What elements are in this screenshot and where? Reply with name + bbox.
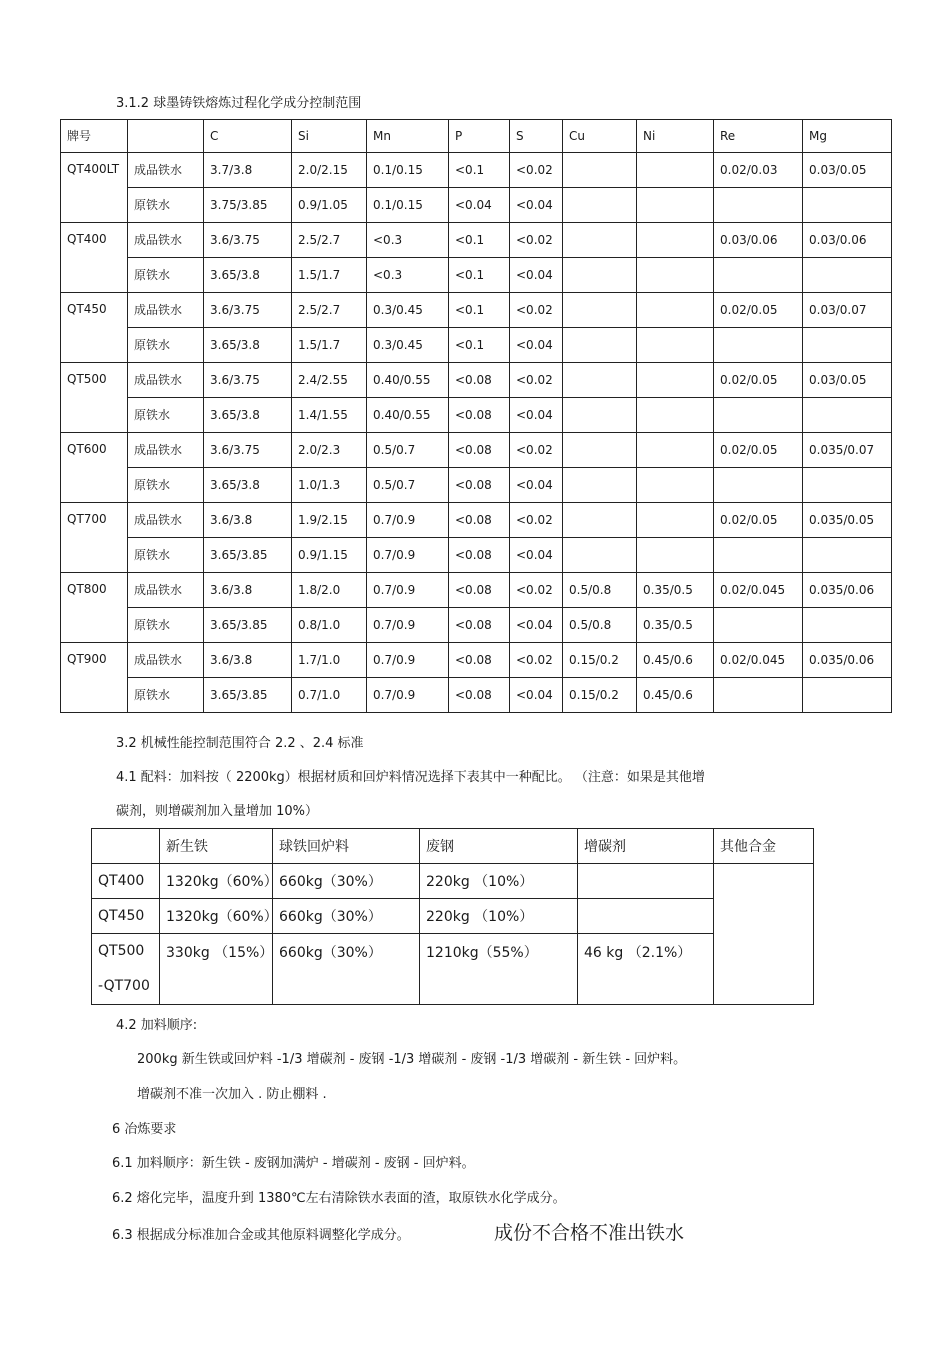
chem-header-cell: C bbox=[204, 120, 292, 153]
section-4-2-line2: 增碳剂不准一次加入 . 防止棚料 . bbox=[137, 1087, 327, 1102]
mix-header-cell: 废钢 bbox=[420, 829, 578, 864]
mix-grade-cell bbox=[92, 934, 160, 1005]
chem-cell: 3.65/3.85 bbox=[204, 678, 292, 713]
chem-cell: 1.8/2.0 bbox=[292, 573, 367, 608]
chem-cell: 成品铁水 bbox=[128, 293, 204, 328]
chem-row bbox=[61, 398, 892, 433]
chem-cell bbox=[637, 538, 714, 573]
chem-header-cell: P bbox=[449, 120, 510, 153]
chem-cell: 3.6/3.8 bbox=[204, 573, 292, 608]
chem-cell: 3.65/3.85 bbox=[204, 538, 292, 573]
chem-cell: 0.03/0.06 bbox=[714, 223, 803, 258]
chem-cell: 0.03/0.06 bbox=[803, 223, 892, 258]
chem-cell bbox=[637, 468, 714, 503]
chem-cell: <0.02 bbox=[510, 433, 563, 468]
mix-row bbox=[92, 864, 814, 899]
chem-cell: 0.02/0.05 bbox=[714, 503, 803, 538]
mix-header-cell: 增碳剂 bbox=[578, 829, 714, 864]
chem-cell: 成品铁水 bbox=[128, 573, 204, 608]
chem-cell bbox=[714, 538, 803, 573]
chem-cell bbox=[563, 188, 637, 223]
chem-cell: 原铁水 bbox=[128, 328, 204, 363]
chem-cell: <0.02 bbox=[510, 573, 563, 608]
chem-cell: <0.3 bbox=[367, 223, 449, 258]
chem-cell: 0.035/0.05 bbox=[803, 503, 892, 538]
chem-cell: 原铁水 bbox=[128, 678, 204, 713]
mix-cell: 660kg（30%） bbox=[273, 934, 420, 1005]
chem-cell: 0.03/0.05 bbox=[803, 153, 892, 188]
chem-cell: <0.1 bbox=[449, 293, 510, 328]
chem-cell: 0.9/1.05 bbox=[292, 188, 367, 223]
mix-row bbox=[92, 934, 814, 1005]
chem-header-row bbox=[61, 120, 892, 153]
chem-cell: 原铁水 bbox=[128, 538, 204, 573]
chem-header-cell: Ni bbox=[637, 120, 714, 153]
mix-cell: 46 kg （2.1%） bbox=[578, 934, 714, 1005]
chem-cell: 原铁水 bbox=[128, 188, 204, 223]
chem-cell bbox=[563, 328, 637, 363]
chem-cell: <0.1 bbox=[449, 328, 510, 363]
mix-cell: QT450 bbox=[92, 899, 160, 934]
chem-cell: 0.02/0.05 bbox=[714, 363, 803, 398]
chem-header-cell: Mg bbox=[803, 120, 892, 153]
chem-cell bbox=[803, 608, 892, 643]
chem-header-cell: Mn bbox=[367, 120, 449, 153]
chem-cell: <0.04 bbox=[510, 678, 563, 713]
chem-cell bbox=[637, 223, 714, 258]
mix-header-cell: 新生铁 bbox=[160, 829, 273, 864]
chem-header-cell: 牌号 bbox=[61, 120, 128, 153]
chem-row bbox=[61, 153, 892, 188]
chem-cell: 0.7/0.9 bbox=[367, 573, 449, 608]
chem-cell: <0.08 bbox=[449, 363, 510, 398]
chem-cell: 0.5/0.8 bbox=[563, 608, 637, 643]
chem-cell: <0.08 bbox=[449, 468, 510, 503]
chem-cell bbox=[563, 503, 637, 538]
chem-cell bbox=[803, 258, 892, 293]
chem-cell: 1.4/1.55 bbox=[292, 398, 367, 433]
chem-cell: 3.7/3.8 bbox=[204, 153, 292, 188]
section-4-1-text: 4.1 配料：加料按（ 2200kg）根据材质和回炉料情况选择下表其中一种配比。 （注意：如果是其他增 bbox=[116, 770, 705, 785]
chem-cell: 0.9/1.15 bbox=[292, 538, 367, 573]
chem-cell: 0.02/0.03 bbox=[714, 153, 803, 188]
chem-cell bbox=[714, 188, 803, 223]
chem-cell: 0.1/0.15 bbox=[367, 153, 449, 188]
chem-cell bbox=[714, 608, 803, 643]
chem-cell: 0.02/0.045 bbox=[714, 643, 803, 678]
charge-ratio-table bbox=[91, 828, 814, 1005]
grade-cell: QT700 bbox=[61, 503, 128, 573]
chem-cell: 0.15/0.2 bbox=[563, 678, 637, 713]
chem-cell bbox=[563, 398, 637, 433]
mix-cell: 330kg （15%） bbox=[160, 934, 273, 1005]
chem-cell: 0.5/0.7 bbox=[367, 433, 449, 468]
section-6-2-text: 6.2 熔化完毕，温度升到 1380℃左右清除铁水表面的渣，取原铁水化学成分。 bbox=[112, 1191, 566, 1206]
chem-cell bbox=[563, 293, 637, 328]
chem-row bbox=[61, 538, 892, 573]
chem-cell: 1.5/1.7 bbox=[292, 258, 367, 293]
mix-cell: 1320kg（60%） bbox=[160, 899, 273, 934]
chem-cell: 2.5/2.7 bbox=[292, 223, 367, 258]
grade-cell: QT500 bbox=[61, 363, 128, 433]
chem-cell bbox=[563, 363, 637, 398]
chem-cell: 3.65/3.8 bbox=[204, 258, 292, 293]
chem-cell: <0.1 bbox=[449, 258, 510, 293]
chem-cell: 2.0/2.3 bbox=[292, 433, 367, 468]
chem-cell: 成品铁水 bbox=[128, 223, 204, 258]
chem-row bbox=[61, 433, 892, 468]
mix-cell: 220kg （10%） bbox=[420, 864, 578, 899]
section-3-2-text: 3.2 机械性能控制范围符合 2.2 、2.4 标准 bbox=[116, 736, 364, 751]
chem-cell bbox=[563, 153, 637, 188]
chem-row bbox=[61, 258, 892, 293]
chem-row bbox=[61, 503, 892, 538]
chem-cell: 0.7/0.9 bbox=[367, 503, 449, 538]
chem-cell: 0.3/0.45 bbox=[367, 328, 449, 363]
grade-cell: QT400LT bbox=[61, 153, 128, 223]
chem-cell: <0.02 bbox=[510, 153, 563, 188]
chem-cell: <0.04 bbox=[510, 468, 563, 503]
mix-row bbox=[92, 899, 814, 934]
mix-header-row bbox=[92, 829, 814, 864]
chem-row bbox=[61, 188, 892, 223]
mix-grade-line: -QT700 bbox=[98, 978, 150, 994]
chem-cell bbox=[637, 153, 714, 188]
mix-cell: 1210kg（55%） bbox=[420, 934, 578, 1005]
chem-cell: <0.04 bbox=[510, 328, 563, 363]
chem-cell bbox=[714, 328, 803, 363]
chem-row bbox=[61, 293, 892, 328]
chem-cell bbox=[803, 678, 892, 713]
mix-cell: 660kg（30%） bbox=[273, 864, 420, 899]
chem-cell: 3.6/3.75 bbox=[204, 293, 292, 328]
chem-cell bbox=[563, 433, 637, 468]
mix-header-cell bbox=[92, 829, 160, 864]
chem-cell bbox=[714, 258, 803, 293]
chem-cell bbox=[637, 363, 714, 398]
chem-row bbox=[61, 678, 892, 713]
chem-cell: <0.02 bbox=[510, 503, 563, 538]
chem-cell: 成品铁水 bbox=[128, 433, 204, 468]
chem-cell bbox=[563, 468, 637, 503]
chem-cell: 3.75/3.85 bbox=[204, 188, 292, 223]
chem-row bbox=[61, 328, 892, 363]
chem-cell: <0.04 bbox=[510, 188, 563, 223]
chem-cell bbox=[637, 293, 714, 328]
mix-cell: 1320kg（60%） bbox=[160, 864, 273, 899]
chem-cell: 0.035/0.07 bbox=[803, 433, 892, 468]
grade-cell: QT400 bbox=[61, 223, 128, 293]
chem-cell: 3.6/3.8 bbox=[204, 643, 292, 678]
chem-cell bbox=[803, 398, 892, 433]
chem-cell: 0.40/0.55 bbox=[367, 398, 449, 433]
grade-cell: QT900 bbox=[61, 643, 128, 713]
chem-cell: 原铁水 bbox=[128, 608, 204, 643]
chem-cell: 0.15/0.2 bbox=[563, 643, 637, 678]
section-6-1-text: 6.1 加料顺序：新生铁 - 废钢加满炉 - 增碳剂 - 废钢 - 回炉料。 bbox=[112, 1156, 475, 1171]
chem-cell: 3.65/3.8 bbox=[204, 328, 292, 363]
chem-cell: <0.08 bbox=[449, 608, 510, 643]
chem-cell: 2.4/2.55 bbox=[292, 363, 367, 398]
chem-cell: 0.035/0.06 bbox=[803, 573, 892, 608]
chem-cell: 0.8/1.0 bbox=[292, 608, 367, 643]
mix-cell: QT400 bbox=[92, 864, 160, 899]
chem-cell: 3.6/3.75 bbox=[204, 363, 292, 398]
section-4-2-line1: 200kg 新生铁或回炉料 -1/3 增碳剂 - 废钢 -1/3 增碳剂 - 废钢 -1/3 增碳剂 - 新生铁 - 回炉料。 bbox=[137, 1052, 687, 1067]
chem-row bbox=[61, 573, 892, 608]
chem-cell: <0.04 bbox=[510, 258, 563, 293]
chem-cell: 成品铁水 bbox=[128, 503, 204, 538]
chem-cell: 0.7/0.9 bbox=[367, 538, 449, 573]
chem-cell: <0.02 bbox=[510, 223, 563, 258]
chem-cell: 0.7/0.9 bbox=[367, 608, 449, 643]
mix-cell bbox=[578, 899, 714, 934]
chem-cell: 成品铁水 bbox=[128, 153, 204, 188]
chem-cell: 0.3/0.45 bbox=[367, 293, 449, 328]
chemical-composition-table bbox=[60, 119, 892, 713]
chem-header-cell: S bbox=[510, 120, 563, 153]
chem-cell: <0.1 bbox=[449, 223, 510, 258]
chem-cell: 3.65/3.8 bbox=[204, 398, 292, 433]
grade-cell: QT450 bbox=[61, 293, 128, 363]
chem-row bbox=[61, 608, 892, 643]
chem-cell: 原铁水 bbox=[128, 468, 204, 503]
chem-cell bbox=[637, 398, 714, 433]
chem-cell: <0.08 bbox=[449, 433, 510, 468]
chem-cell: <0.08 bbox=[449, 643, 510, 678]
chem-row bbox=[61, 643, 892, 678]
section-6-3-emphasis: 成份不合格不准出铁水 bbox=[494, 1222, 685, 1244]
chem-cell: <0.04 bbox=[510, 608, 563, 643]
chem-cell: 0.35/0.5 bbox=[637, 608, 714, 643]
chem-cell: <0.08 bbox=[449, 573, 510, 608]
chem-cell: 0.40/0.55 bbox=[367, 363, 449, 398]
chem-cell: 0.02/0.045 bbox=[714, 573, 803, 608]
chem-cell: <0.02 bbox=[510, 643, 563, 678]
chem-cell bbox=[637, 258, 714, 293]
mix-grade-line: QT500 bbox=[98, 943, 145, 959]
chem-cell: 2.0/2.15 bbox=[292, 153, 367, 188]
mix-header-cell: 球铁回炉料 bbox=[273, 829, 420, 864]
chem-cell: <0.3 bbox=[367, 258, 449, 293]
chem-cell: 0.02/0.05 bbox=[714, 293, 803, 328]
chem-cell bbox=[803, 328, 892, 363]
chem-cell bbox=[563, 258, 637, 293]
chem-cell: 0.03/0.05 bbox=[803, 363, 892, 398]
chem-cell: <0.1 bbox=[449, 153, 510, 188]
chem-cell: 0.35/0.5 bbox=[637, 573, 714, 608]
other-alloy-cell bbox=[714, 864, 814, 1005]
chem-cell: 0.035/0.06 bbox=[803, 643, 892, 678]
chem-cell: 原铁水 bbox=[128, 258, 204, 293]
section-4-1-note: 碳剂，则增碳剂加入量增加 10%） bbox=[116, 804, 319, 819]
chem-cell: 0.02/0.05 bbox=[714, 433, 803, 468]
chem-cell bbox=[803, 538, 892, 573]
mix-cell: 660kg（30%） bbox=[273, 899, 420, 934]
chem-cell bbox=[714, 398, 803, 433]
chem-cell: 1.5/1.7 bbox=[292, 328, 367, 363]
section-6-3-text: 6.3 根据成分标准加合金或其他原料调整化学成分。 bbox=[112, 1228, 410, 1243]
chem-header-cell: Si bbox=[292, 120, 367, 153]
chem-cell: 原铁水 bbox=[128, 398, 204, 433]
chem-header-cell: Cu bbox=[563, 120, 637, 153]
chem-cell bbox=[637, 328, 714, 363]
chem-cell bbox=[714, 468, 803, 503]
chem-cell: 0.45/0.6 bbox=[637, 678, 714, 713]
chem-cell: 3.65/3.8 bbox=[204, 468, 292, 503]
mix-header-cell: 其他合金 bbox=[714, 829, 814, 864]
chem-cell bbox=[803, 188, 892, 223]
chem-cell: <0.04 bbox=[510, 538, 563, 573]
chem-cell bbox=[637, 433, 714, 468]
grade-cell: QT600 bbox=[61, 433, 128, 503]
chem-cell bbox=[637, 503, 714, 538]
chem-cell: <0.04 bbox=[449, 188, 510, 223]
chem-cell bbox=[563, 223, 637, 258]
chem-cell bbox=[563, 538, 637, 573]
chem-cell: 0.7/0.9 bbox=[367, 643, 449, 678]
section-heading-3-1-2: 3.1.2 球墨铸铁熔炼过程化学成分控制范围 bbox=[116, 96, 362, 111]
chem-cell: 3.6/3.75 bbox=[204, 433, 292, 468]
chem-cell: <0.04 bbox=[510, 398, 563, 433]
chem-header-cell bbox=[128, 120, 204, 153]
chem-cell: <0.02 bbox=[510, 293, 563, 328]
chem-cell: 3.6/3.75 bbox=[204, 223, 292, 258]
chem-cell: <0.08 bbox=[449, 538, 510, 573]
chem-cell: 成品铁水 bbox=[128, 363, 204, 398]
chem-cell: <0.08 bbox=[449, 398, 510, 433]
chem-cell: 2.5/2.7 bbox=[292, 293, 367, 328]
chem-cell bbox=[714, 678, 803, 713]
grade-cell: QT800 bbox=[61, 573, 128, 643]
chem-cell: 1.0/1.3 bbox=[292, 468, 367, 503]
chem-cell: 成品铁水 bbox=[128, 643, 204, 678]
chem-row bbox=[61, 468, 892, 503]
chem-cell: 0.5/0.8 bbox=[563, 573, 637, 608]
chem-cell: <0.08 bbox=[449, 503, 510, 538]
chem-cell: 0.5/0.7 bbox=[367, 468, 449, 503]
chem-cell: 3.65/3.85 bbox=[204, 608, 292, 643]
chem-header-cell: Re bbox=[714, 120, 803, 153]
chem-cell: <0.02 bbox=[510, 363, 563, 398]
chem-cell: 0.7/1.0 bbox=[292, 678, 367, 713]
chem-cell: 3.6/3.8 bbox=[204, 503, 292, 538]
section-4-2-heading: 4.2 加料顺序: bbox=[116, 1018, 198, 1033]
chem-cell: 1.7/1.0 bbox=[292, 643, 367, 678]
chem-cell: <0.08 bbox=[449, 678, 510, 713]
chem-cell: 0.45/0.6 bbox=[637, 643, 714, 678]
chem-cell bbox=[803, 468, 892, 503]
chem-cell: 0.03/0.07 bbox=[803, 293, 892, 328]
chem-row bbox=[61, 223, 892, 258]
mix-cell bbox=[578, 864, 714, 899]
chem-row bbox=[61, 363, 892, 398]
section-6-heading: 6 冶炼要求 bbox=[112, 1122, 177, 1137]
chem-cell: 1.9/2.15 bbox=[292, 503, 367, 538]
mix-cell: 220kg （10%） bbox=[420, 899, 578, 934]
chem-cell: 0.1/0.15 bbox=[367, 188, 449, 223]
chem-cell: 0.7/0.9 bbox=[367, 678, 449, 713]
chem-cell bbox=[637, 188, 714, 223]
